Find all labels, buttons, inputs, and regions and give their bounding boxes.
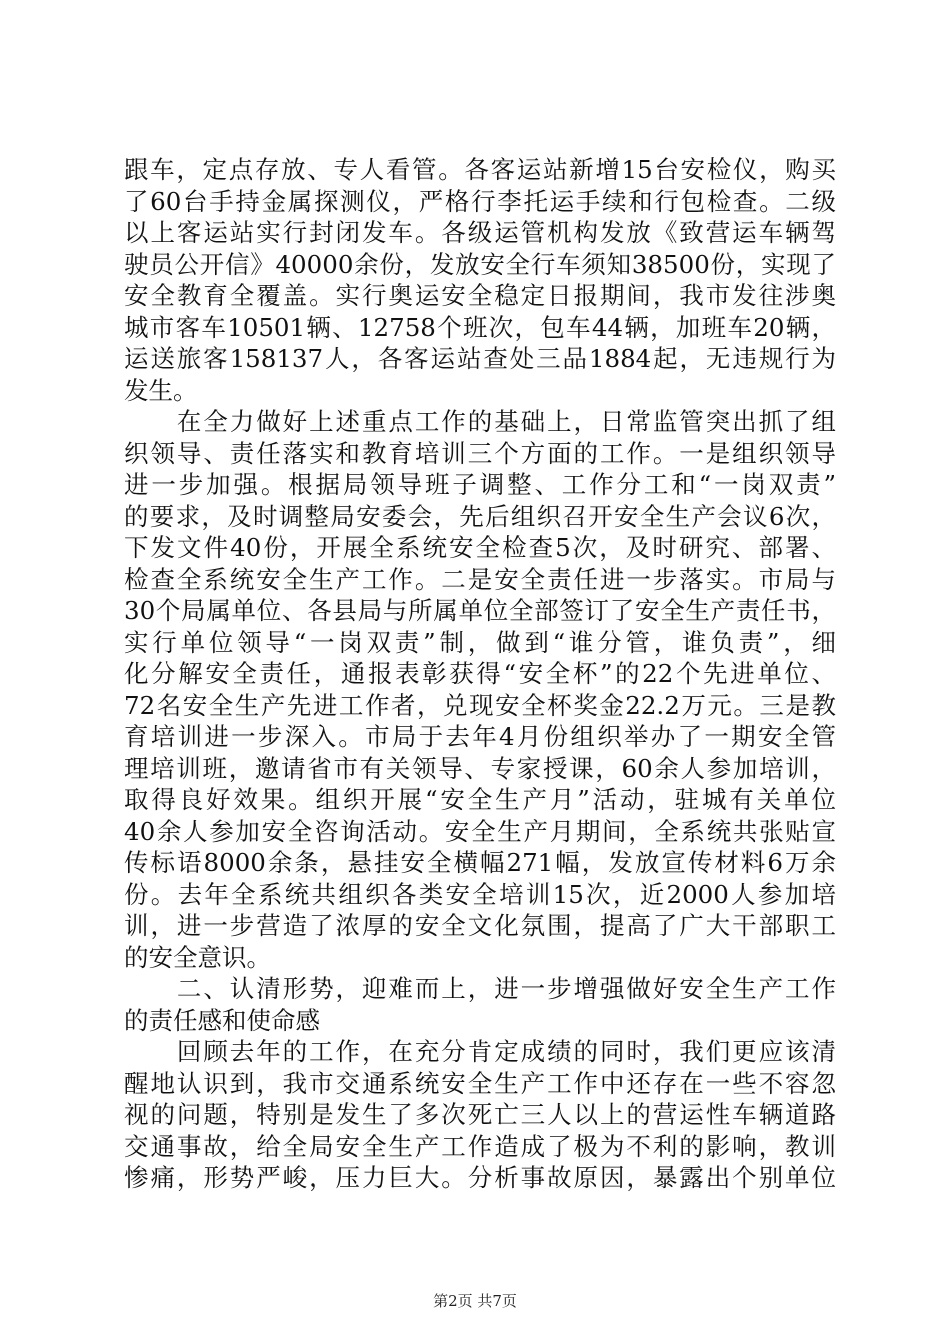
section-heading-line: 的责任感和使命感 <box>124 1005 320 1035</box>
page-footer: 第2页 共7页 <box>433 1292 517 1310</box>
text-line: 运送旅客158137人，各客运站查处三品1884起，无违规行为 <box>124 344 836 373</box>
text-line: 72名安全生产先进工作者，兑现安全杯奖金22.2万元。三是教 <box>124 690 836 720</box>
text-line: 检查全系统安全生产工作。二是安全责任进一步落实。市局与 <box>124 564 836 594</box>
document-body <box>124 154 836 1194</box>
text-line: 训，进一步营造了浓厚的安全文化氛围，提高了广大干部职工 <box>124 911 836 940</box>
text-line: 惨痛，形势严峻，压力巨大。分析事故原因，暴露出个别单位 <box>124 1163 836 1192</box>
text-line: 醒地认识到，我市交通系统安全生产工作中还存在一些不容忽 <box>124 1068 836 1098</box>
text-line: 织领导、责任落实和教育培训三个方面的工作。一是组织领导 <box>124 438 836 468</box>
text-line: 了60台手持金属探测仪，严格行李托运手续和行包检查。二级 <box>124 186 836 216</box>
text-line: 回顾去年的工作，在充分肯定成绩的同时，我们更应该清 <box>124 1037 836 1066</box>
text-line: 育培训进一步深入。市局于去年4月份组织举办了一期安全管 <box>124 722 836 751</box>
text-line: 理培训班，邀请省市有关领导、专家授课，60余人参加培训， <box>124 753 836 783</box>
text-line: 传标语8000余条，悬挂安全横幅271幅，发放宣传材料6万余 <box>124 848 836 877</box>
text-line: 实行单位领导“一岗双责”制，做到“谁分管，谁负责”，细 <box>124 627 836 657</box>
text-line: 视的问题，特别是发生了多次死亡三人以上的营运性车辆道路 <box>124 1100 836 1129</box>
text-line: 取得良好效果。组织开展“安全生产月”活动，驻城有关单位 <box>124 785 836 814</box>
text-line: 城市客车10501辆、12758个班次，包车44辆，加班车20辆， <box>124 312 836 342</box>
text-line: 交通事故，给全局安全生产工作造成了极为不利的影响，教训 <box>124 1131 836 1161</box>
text-line: 进一步加强。根据局领导班子调整、工作分工和“一岗双责” <box>124 470 836 499</box>
text-line: 发生。 <box>124 375 198 405</box>
text-line: 40余人参加安全咨询活动。安全生产月期间，全系统共张贴宣 <box>124 816 836 846</box>
text-line: 下发文件40份，开展全系统安全检查5次，及时研究、部署、 <box>124 533 836 562</box>
text-line: 跟车，定点存放、专人看管。各客运站新增15台安检仪，购买 <box>124 155 836 184</box>
text-line: 驶员公开信》40000余份，发放安全行车须知38500份，实现了 <box>124 249 836 279</box>
text-line: 30个局属单位、各县局与所属单位全部签订了安全生产责任书， <box>124 596 836 625</box>
text-line: 的要求，及时调整局安委会，先后组织召开安全生产会议6次， <box>124 501 836 531</box>
text-line: 化分解安全责任，通报表彰获得“安全杯”的22个先进单位、 <box>124 659 836 688</box>
text-line: 份。去年全系统共组织各类安全培训15次，近2000人参加培 <box>124 879 836 909</box>
section-heading-line: 二、认清形势，迎难而上，进一步增强做好安全生产工作 <box>124 974 836 1003</box>
text-line: 的安全意识。 <box>124 942 271 972</box>
text-line: 安全教育全覆盖。实行奥运安全稳定日报期间，我市发往涉奥 <box>124 281 836 310</box>
text-line: 在全力做好上述重点工作的基础上，日常监管突出抓了组 <box>124 407 836 436</box>
text-line: 以上客运站实行封闭发车。各级运管机构发放《致营运车辆驾 <box>124 218 836 247</box>
